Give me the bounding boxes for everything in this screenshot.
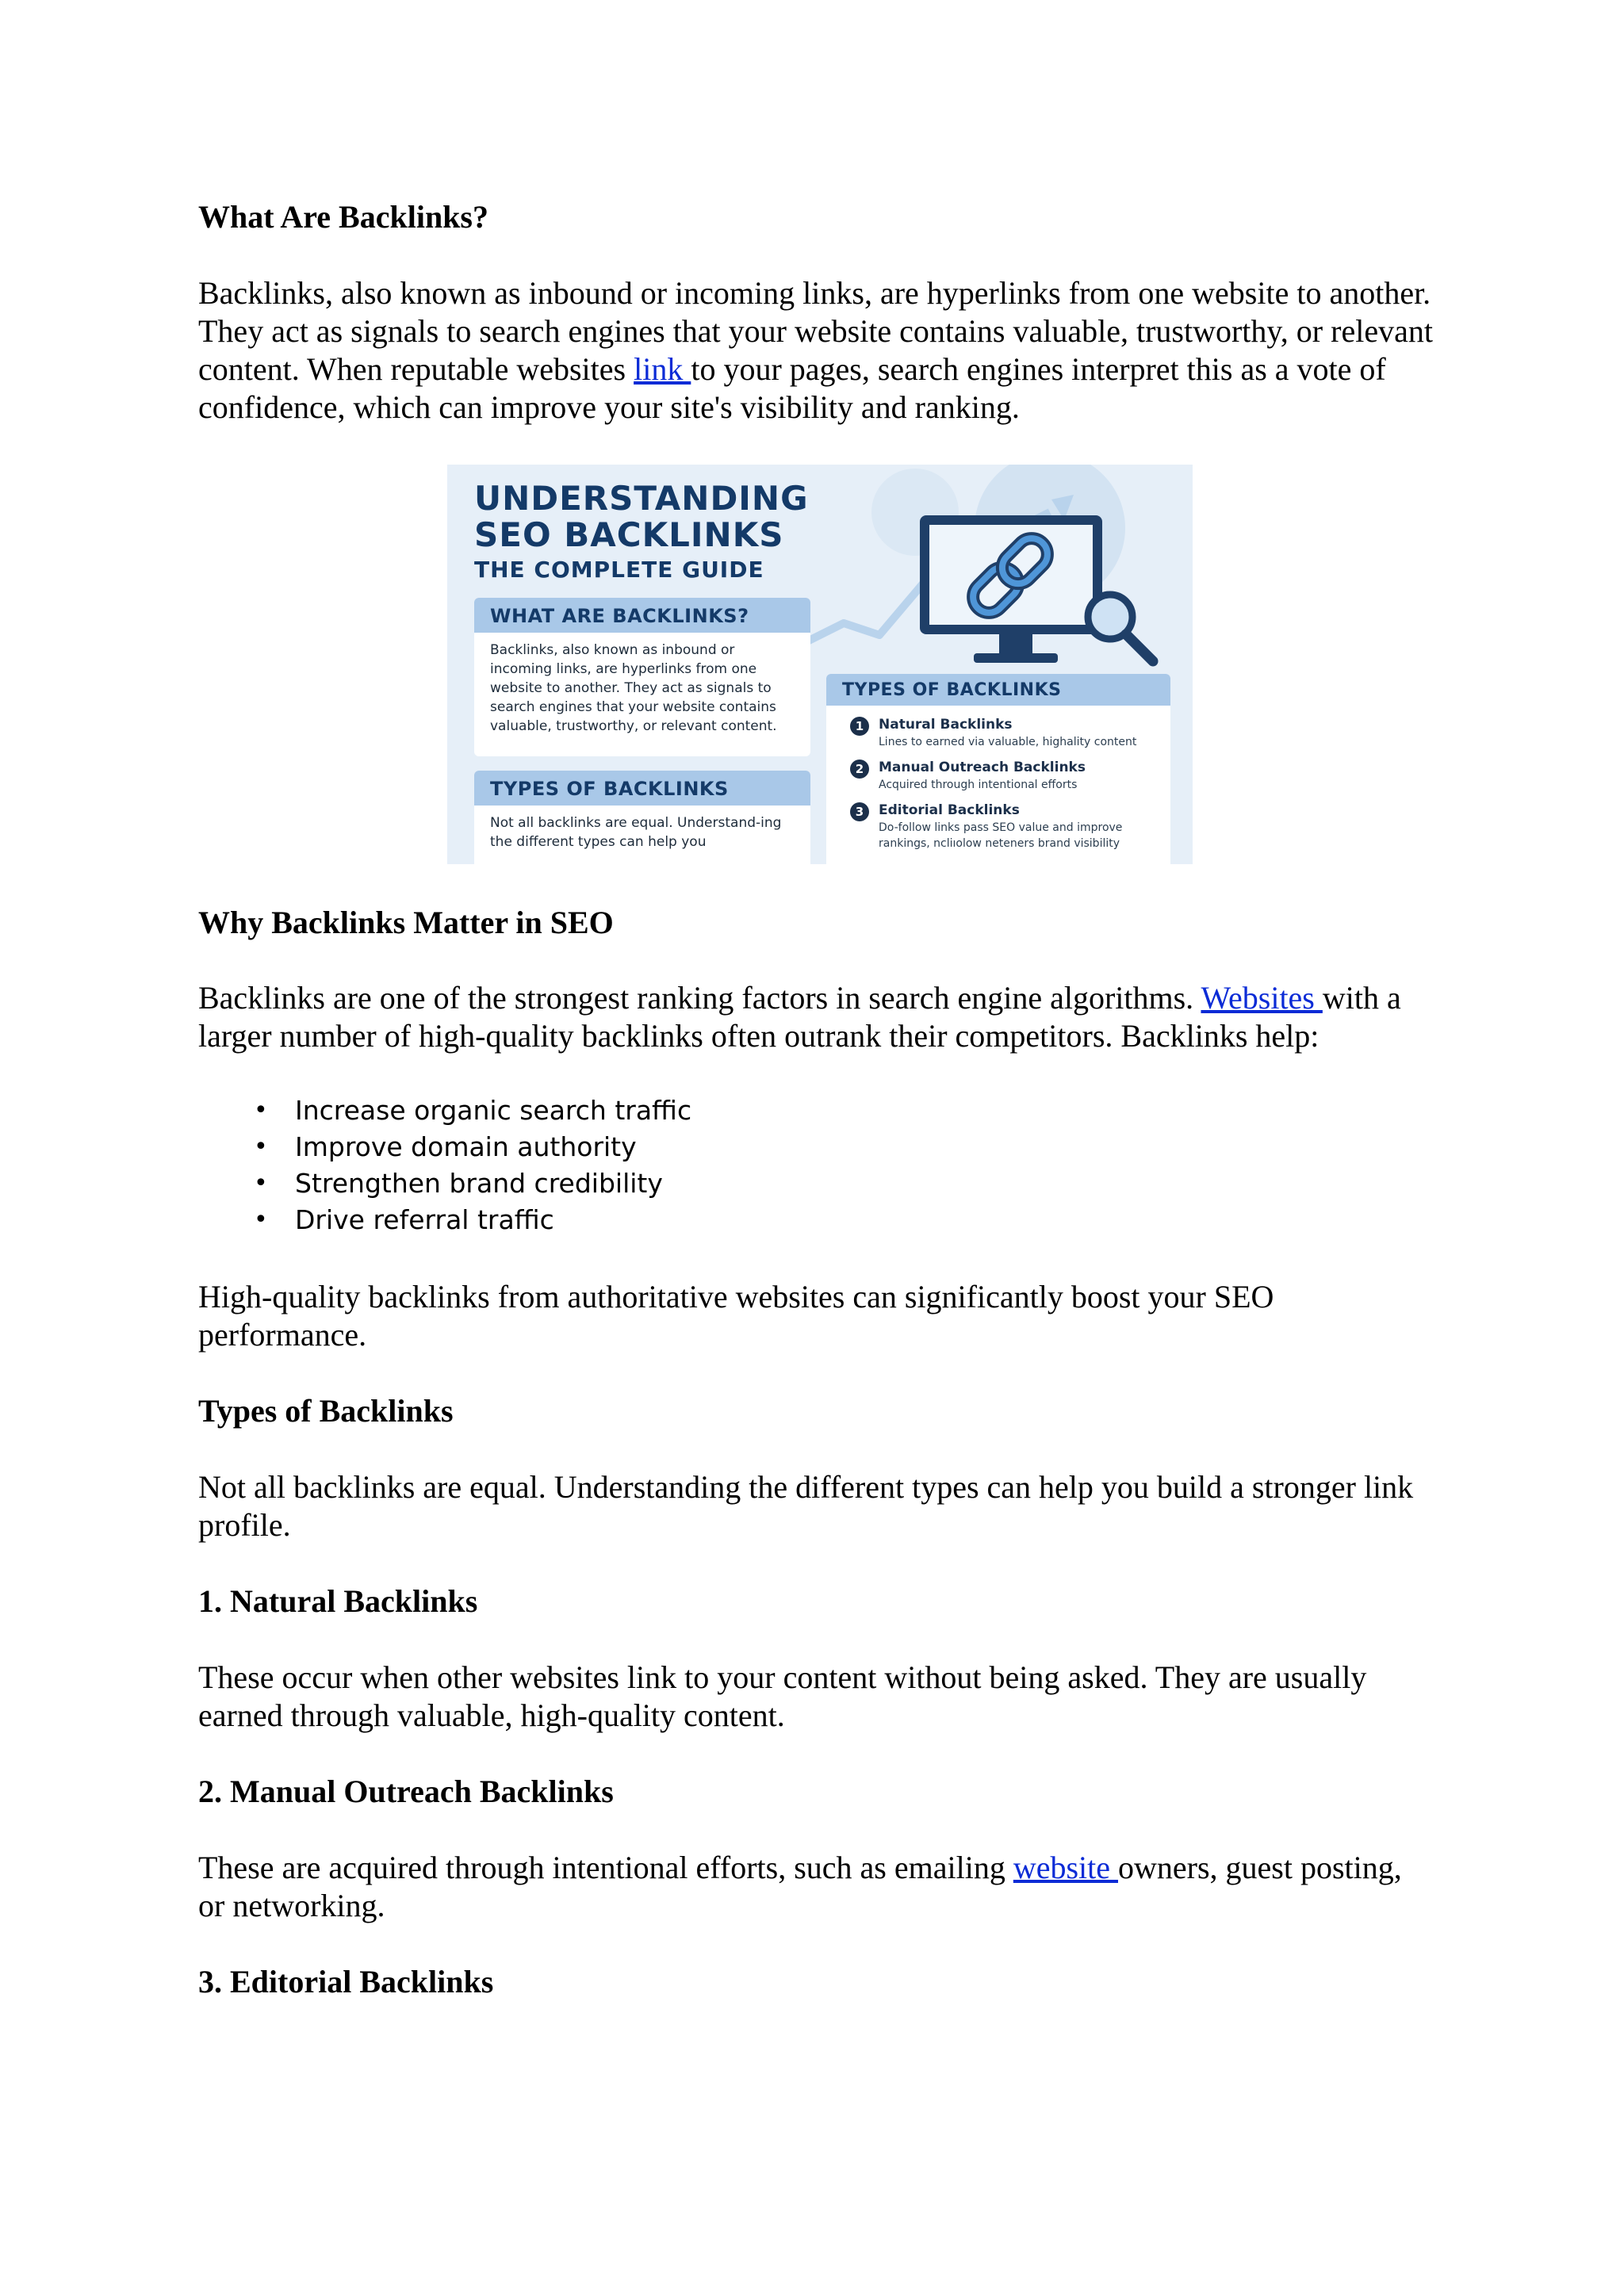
infographic-title-line-1: UNDERSTANDING (474, 479, 809, 518)
types-paragraph: Not all backlinks are equal. Understanding the different types can help you build a stronger link profile. (198, 1469, 1414, 1543)
intro-text-2: to your pages, search engines interpret this as a vote of confidence, which can improve your site's visibility and ranking. (198, 351, 1386, 425)
list-item (198, 1129, 1435, 1165)
manual-paragraph (198, 1849, 1435, 1925)
why-paragraph (198, 979, 1435, 1055)
type-item (842, 801, 1155, 851)
list-item-text: Improve domain authority (295, 1131, 637, 1162)
type-item (842, 715, 1155, 750)
website-link[interactable]: website (1013, 1850, 1118, 1885)
card-heading: WHAT ARE BACKLINKS? (474, 598, 810, 633)
card-types-of-backlinks-right (826, 674, 1170, 864)
seo-backlinks-infographic (447, 465, 1193, 864)
infographic-title-line-2: SEO BACKLINKS (474, 515, 784, 554)
heading-manual-outreach-backlinks: 2. Manual Outreach Backlinks (198, 1774, 614, 1809)
websites-link[interactable]: Websites (1201, 980, 1323, 1016)
intro-paragraph (198, 274, 1435, 427)
type-description: Lines to earned via valuable, highality content (879, 736, 1137, 748)
card-heading: TYPES OF BACKLINKS (826, 674, 1170, 706)
infographic-subtitle: THE COMPLETE GUIDE (474, 557, 764, 583)
manual-text-1: These are acquired through intentional efforts, such as emailing (198, 1850, 1013, 1885)
card-heading: TYPES OF BACKLINKS (474, 771, 810, 806)
manual-text-2: owners, guest posting, or networking. (198, 1850, 1402, 1923)
bullet: • (254, 1133, 268, 1161)
why-text-1: Backlinks are one of the strongest ranking factors in search engine algorithms. (198, 980, 1201, 1016)
bullet: • (254, 1206, 268, 1234)
heading-types-of-backlinks: Types of Backlinks (198, 1393, 454, 1429)
heading-editorial-backlinks: 3. Editorial Backlinks (198, 1964, 494, 1999)
bullet: • (254, 1169, 268, 1197)
list-item-text: Drive referral traffic (295, 1204, 554, 1235)
type-name: Manual Outreach Backlinks (879, 760, 1086, 775)
natural-paragraph: These occur when other websites link to your content without being asked. They are usually earned through valuable, high-quality content. (198, 1659, 1367, 1733)
card-types-of-backlinks-left (474, 771, 810, 864)
benefits-list (198, 1093, 1435, 1238)
number-badge: 1 (850, 717, 869, 736)
bullet: • (254, 1096, 268, 1124)
intro-link[interactable]: link (634, 351, 691, 387)
card-body (826, 706, 1170, 859)
heading-natural-backlinks: 1. Natural Backlinks (198, 1583, 478, 1619)
magnifying-glass-icon (1088, 595, 1153, 661)
card-what-are-backlinks (474, 598, 810, 756)
list-item (198, 1165, 1435, 1202)
number-badge: 3 (850, 802, 869, 821)
list-item-text: Increase organic search traffic (295, 1095, 692, 1126)
heading-why-backlinks-matter: Why Backlinks Matter in SEO (198, 905, 614, 940)
type-description: Acquired through intentional efforts (879, 779, 1078, 791)
list-item (198, 1093, 1435, 1129)
intro-text-1: Backlinks, also known as inbound or incoming links, are hyperlinks from one website to another. They act as signals to search engines that your website contains valuable, trustworthy, or relevant content. When reputable websites (198, 275, 1433, 387)
list-item (198, 1202, 1435, 1238)
card-body: Not all backlinks are equal. Understand-ing the different types can help you (490, 815, 782, 850)
type-name: Editorial Backlinks (879, 802, 1020, 818)
type-name: Natural Backlinks (879, 717, 1013, 733)
quality-paragraph: High-quality backlinks from authoritative websites can significantly boost your SEO performance. (198, 1279, 1274, 1353)
heading-what-are-backlinks: What Are Backlinks? (198, 199, 488, 235)
why-text-2: with a larger number of high-quality backlinks often outrank their competitors. Backlinks help: (198, 980, 1401, 1054)
type-description: Do-follow links pass SEO value and improve rankings, ncliıolow neteners brand visibility (879, 821, 1123, 850)
type-item (842, 758, 1155, 793)
card-body: Backlinks, also known as inbound or incoming links, are hyperlinks from one website to another. They act as signals to search engines that your website contains valuable, trustworthy, or relevant content. (490, 642, 777, 734)
list-item-text: Strengthen brand credibility (295, 1168, 663, 1199)
number-badge: 2 (850, 760, 869, 779)
